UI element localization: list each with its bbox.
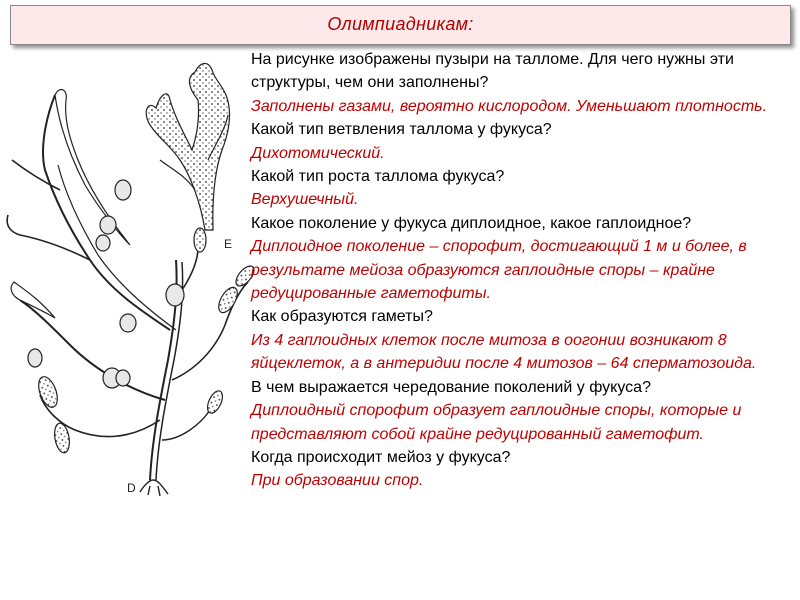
answer-4: Диплоидное поколение – спорофит, достигающий 1 м и более, в результате мейоза образуются гаплоидные споры – крайне редуцированные гаметофиты. [251,238,747,303]
answer-6: Диплоидный спорофит образует гаплоидные споры, которые и представляют собой крайне редуцированный гаметофит. [251,402,742,443]
answer-5: Из 4 гаплоидных клеток после митоза в оогонии возникают 8 яйцеклеток, а в антеридии после 4 митозов – 64 сперматозоида. [251,331,757,373]
question-1: На рисунке изображены пузыри на талломе. Для чего нужны эти структуры, чем они заполнены? [251,51,734,92]
question-3: Какой тип роста таллома фукуса? [251,168,505,186]
figure-label-e: E [224,237,233,251]
slide-title-bar [10,5,791,45]
answer-2: Дихотомический. [251,144,385,162]
figure-label-d: D [127,481,136,495]
qa-list [251,48,796,493]
question-2: Какой тип ветвления таллома у фукуса? [251,121,552,139]
specimen-e-frond [146,63,229,230]
question-4: Какое поколение у фукуса диплоидное, какое гаплоидное? [251,214,692,232]
question-6: В чем выражается чередование поколений у фукуса? [251,378,651,396]
slide-title: Олимпиадникам: [327,14,474,34]
fucus-thallus-illustration [0,48,260,600]
answer-3: Верхушечный. [251,191,359,209]
answer-1: Заполнены газами, вероятно кислородом. Уменьшают плотность. [251,97,768,115]
answer-7: При образовании спор. [251,472,424,490]
question-7: Когда происходит мейоз у фукуса? [251,448,511,466]
question-5: Как образуются гаметы? [251,308,433,326]
